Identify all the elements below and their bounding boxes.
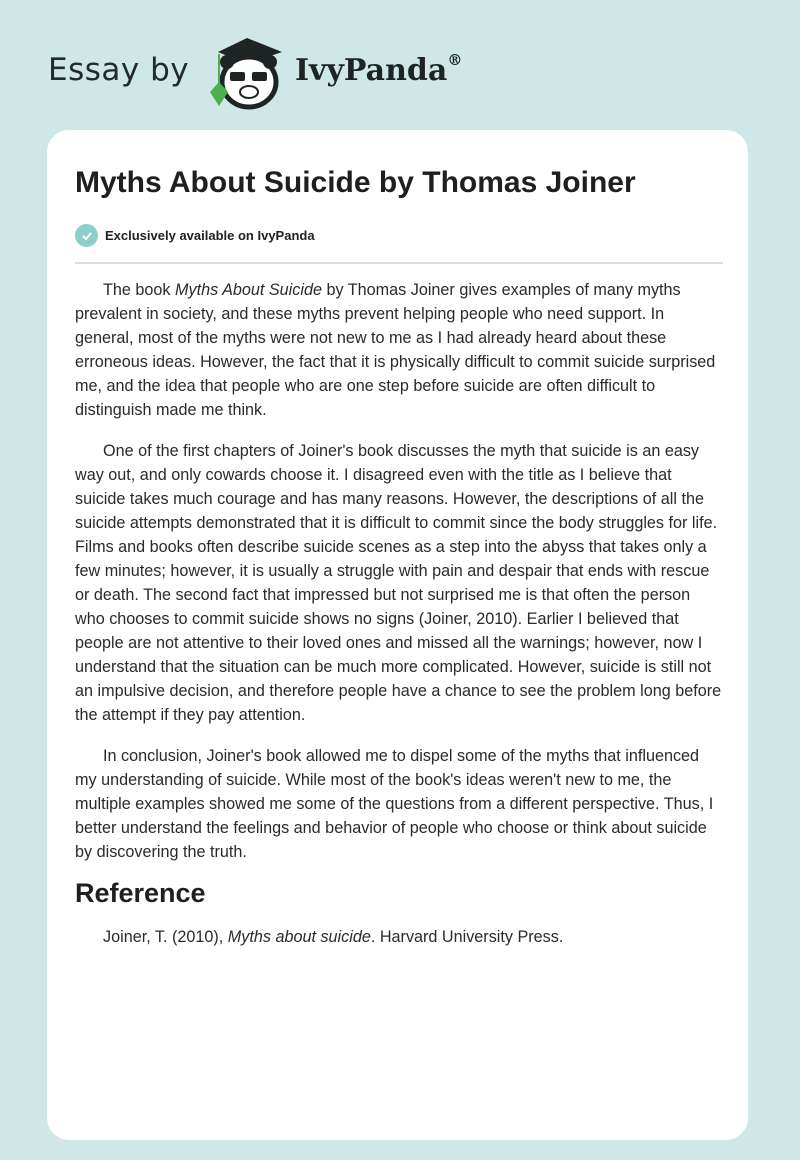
divider [75, 262, 723, 264]
reference-heading: Reference [75, 878, 206, 908]
essay-card [47, 130, 748, 1140]
panda-logo-icon [202, 34, 292, 110]
paragraph [75, 439, 723, 727]
italic-title: Myths about suicide [227, 928, 371, 946]
paragraph [75, 744, 723, 864]
paragraph [75, 278, 723, 422]
essay-by-label: Essay by [48, 52, 190, 88]
text-segment: In conclusion, Joiner's book allowed me to dispel some of the myths that influenced my understanding of suicide. While most of the book's ideas weren't new to me, the multiple examples showed me some of the questions from a different perspective. Thus, I better understand the feelings and behavior of people who choose or think about suicide by discovering the truth. [75, 747, 714, 861]
brand-name: IvyPanda® [295, 51, 463, 88]
exclusive-label: Exclusively available on IvyPanda [105, 228, 315, 243]
exclusive-badge [75, 224, 315, 247]
site-header [0, 20, 800, 120]
text-segment: Joiner, T. (2010), [103, 928, 228, 946]
text-segment: One of the first chapters of Joiner's book discusses the myth that suicide is an easy way out, and only cowards choose it. I disagreed even with the title as I believe that suicide takes much courage and has many reasons. However, the descriptions of all the suicide attempts demonstrated that it is difficult to commit since the body struggles for life. Films and books often describe suicide scenes as a step into the abyss that takes only a few minutes; however, it is usually a struggle with pain and despair that ends with rescue or death. The second fact that impressed but not surprised me is that often the person who chooses to commit suicide shows no signs (Joiner, 2010). Earlier I believed that people are not attentive to their loved ones and missed all the warnings; however, now I understand that the situation can be much more complicated. However, suicide is still not an impulsive decision, and therefore people have a chance to see the problem long before the attempt if they pay attention. [75, 442, 722, 724]
page-title: Myths About Suicide by Thomas Joiner [75, 166, 636, 199]
reference-entry [75, 925, 723, 949]
text-segment: . Harvard University Press. [370, 928, 564, 946]
text-segment: The book [103, 281, 175, 299]
text-segment: by Thomas Joiner gives examples of many myths prevalent in society, and these myths prevent helping people who need support. In general, most of the myths were not new to me as I had already heard about these erroneous ideas. However, the fact that it is physically difficult to commit suicide surprised me, and the idea that people who are one step before suicide are often difficult to distinguish made me think. [75, 281, 716, 419]
essay-body [75, 278, 723, 966]
check-icon [75, 224, 98, 247]
italic-title: Myths About Suicide [175, 281, 322, 299]
